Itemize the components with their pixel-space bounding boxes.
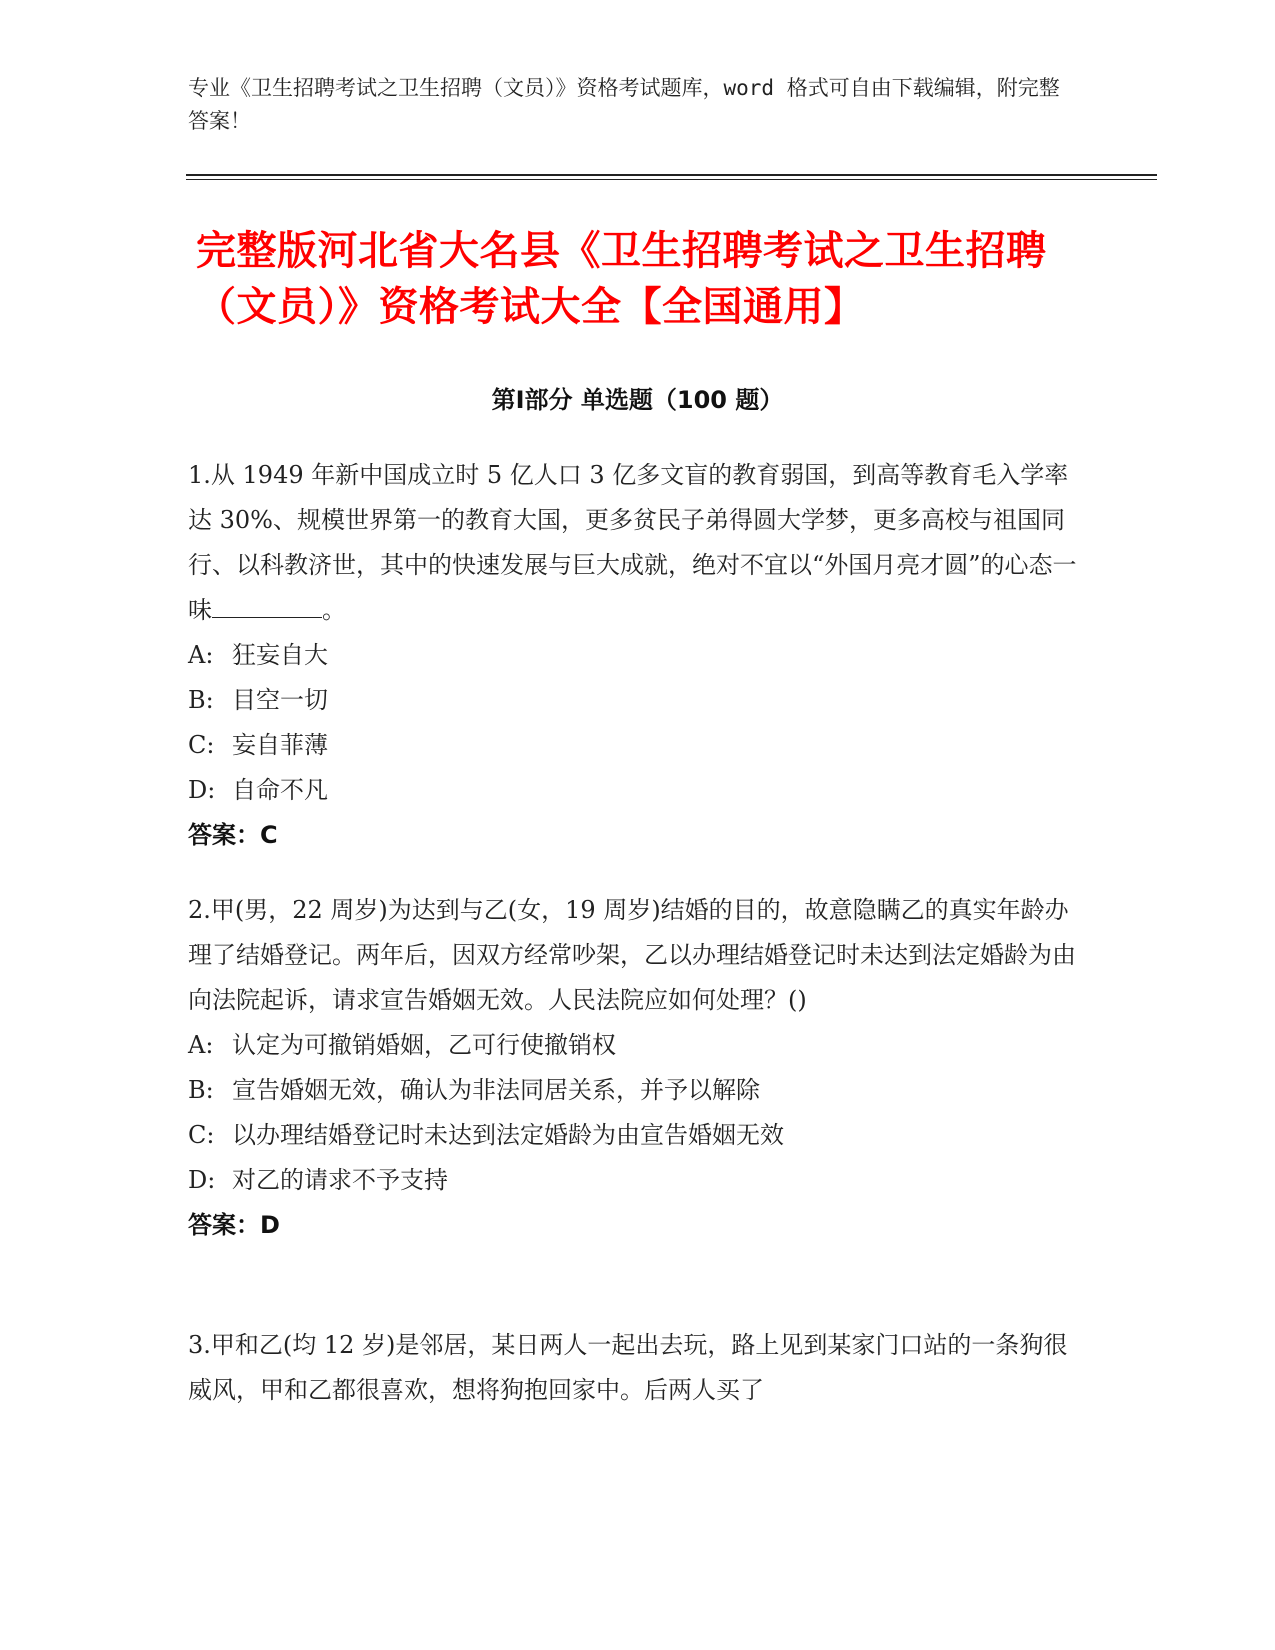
header-divider-thick	[186, 174, 1157, 176]
question-2-option-d	[188, 1158, 1078, 1203]
question-2-option-c	[188, 1113, 1078, 1158]
question-3-stem: 3.甲和乙(均 12 岁)是邻居，某日两人一起出去玩，路上见到某家门口站的一条狗很威风，甲和乙都很喜欢，想将狗抱回家中。后两人买了	[188, 1331, 1068, 1404]
option-text: 妄自菲薄	[232, 731, 328, 759]
header-note: 专业《卫生招聘考试之卫生招聘（文员）》资格考试题库，word 格式可自由下载编辑，附完整答案！	[188, 76, 1060, 133]
question-1-answer: 答案：C	[188, 821, 278, 849]
option-text: 认定为可撤销婚姻，乙可行使撤销权	[232, 1031, 616, 1059]
option-letter: A:	[188, 641, 214, 669]
answer-blank	[212, 595, 322, 618]
option-text: 狂妄自大	[232, 641, 328, 669]
question-1	[188, 453, 1078, 858]
question-2-answer: 答案：D	[188, 1211, 280, 1239]
option-letter: D:	[188, 776, 216, 804]
question-1-option-a	[188, 633, 1078, 678]
question-1-stem-end: 。	[322, 596, 346, 624]
option-letter: B:	[188, 686, 214, 714]
option-text: 自命不凡	[232, 776, 328, 804]
question-2	[188, 888, 1078, 1248]
option-letter: C:	[188, 1121, 215, 1149]
question-3	[188, 1323, 1078, 1413]
question-1-stem-text: 1.从 1949 年新中国成立时 5 亿人口 3 亿多文盲的教育弱国，到高等教育毛入学率达 30%、规模世界第一的教育大国，更多贫民子弟得圆大学梦，更多高校与祖国同行、以科教济世，其中的快速发展与巨大成就，绝对不宜以“外国月亮才圆”的心态一味	[188, 461, 1077, 624]
document-title: 完整版河北省大名县《卫生招聘考试之卫生招聘（文员）》资格考试大全【全国通用】	[196, 228, 1047, 330]
option-text: 以办理结婚登记时未达到法定婚龄为由宣告婚姻无效	[232, 1121, 784, 1149]
option-text: 对乙的请求不予支持	[232, 1166, 448, 1194]
option-letter: C:	[188, 731, 215, 759]
option-text: 目空一切	[232, 686, 328, 714]
question-1-option-b	[188, 678, 1078, 723]
question-2-option-b	[188, 1068, 1078, 1113]
section-heading: 第Ⅰ部分 单选题（100 题）	[491, 386, 784, 414]
option-text: 宣告婚姻无效，确认为非法同居关系，并予以解除	[232, 1076, 760, 1104]
option-letter: B:	[188, 1076, 214, 1104]
question-1-option-c	[188, 723, 1078, 768]
question-1-option-d	[188, 768, 1078, 813]
option-letter: D:	[188, 1166, 216, 1194]
header-divider-thin	[186, 179, 1157, 180]
question-2-option-a	[188, 1023, 1078, 1068]
option-letter: A:	[188, 1031, 214, 1059]
question-1-stem	[188, 453, 1078, 633]
question-2-stem: 2.甲(男，22 周岁)为达到与乙(女，19 周岁)结婚的目的，故意隐瞒乙的真实年龄办理了结婚登记。两年后，因双方经常吵架，乙以办理结婚登记时未达到法定婚龄为由向法院起诉，请求宣告婚姻无效。人民法院应如何处理？()	[188, 896, 1076, 1014]
